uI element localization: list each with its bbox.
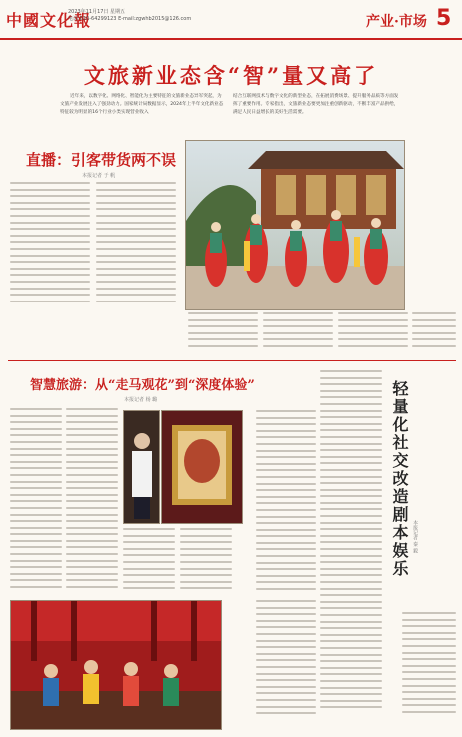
page-headline: 文旅新业态含“智”量又高了 — [83, 63, 379, 88]
article1-column-5 — [338, 312, 408, 352]
issue-meta — [68, 9, 191, 23]
article1-column-6 — [412, 312, 456, 352]
article1-title: 直播：引客带货两不误 — [26, 151, 177, 169]
lead-paragraph-right: 结合互联网技术与数字文化的新型业态，在拓展消费场景、提升服务品质等方面发挥了重要作用。专家指出，文旅新业态要更加注重创新驱动，不断丰富产品供给，满足人民日益增长的美好生活需要。 — [233, 94, 399, 115]
issue-date: 2023年11月17日 星期五 — [68, 9, 126, 15]
article1-column-3 — [188, 312, 258, 352]
article2-column-6 — [256, 600, 316, 728]
stage-show-illustration — [11, 601, 221, 729]
stage-show-photo — [10, 600, 222, 730]
article1-column-4 — [263, 312, 333, 352]
article1-column-2 — [96, 182, 176, 302]
stage-photo-caption — [222, 600, 230, 728]
article2-column-2 — [66, 408, 118, 596]
page-number: 5 — [436, 6, 452, 31]
festival-photo-caption — [408, 146, 420, 296]
article3-column-2 — [402, 612, 456, 728]
museum-visitor-illustration — [124, 411, 159, 523]
article2-column-3 — [123, 528, 175, 596]
article2-title: 智慧旅游：从“走马观花”到“深度体验” — [30, 378, 255, 393]
festival-performance-photo — [185, 140, 405, 310]
festival-performance-illustration — [186, 141, 404, 309]
digital-exhibit-photo — [161, 410, 243, 524]
museum-photo-caption — [244, 410, 252, 550]
article2-column-5 — [256, 410, 316, 596]
article2-byline: 本报记者 杨 璐 — [124, 397, 158, 403]
article1-column-1 — [10, 182, 90, 302]
lead-paragraph-left: 近年来，以数字化、网络化、智能化为主要特征的文旅新业态异军突起，为文旅产业发展注入了强劲动力。国家统计局数据显示，2024年上半年文化新业态特征较为明显的16个行业小类实现营业收入 — [60, 94, 224, 115]
article3-byline: 本报记者 秦 毅 — [412, 520, 418, 554]
digital-exhibit-illustration — [162, 411, 242, 523]
section-divider — [8, 360, 456, 361]
museum-visitor-photo — [123, 410, 160, 524]
article1-byline: 本报记者 于 帆 — [82, 173, 116, 179]
article2-column-1 — [10, 408, 62, 596]
section-title: 产业·市场 — [366, 14, 427, 30]
issue-contact: 电话:010-64299123 E-mail:zgwhb2015@126.com — [68, 16, 192, 22]
article3-title: 轻量化社交改造剧本娱乐 — [390, 380, 409, 578]
article2-column-4 — [180, 528, 232, 596]
article3-column-1 — [320, 370, 382, 728]
newspaper-logo: 中國文化報 — [6, 11, 92, 30]
